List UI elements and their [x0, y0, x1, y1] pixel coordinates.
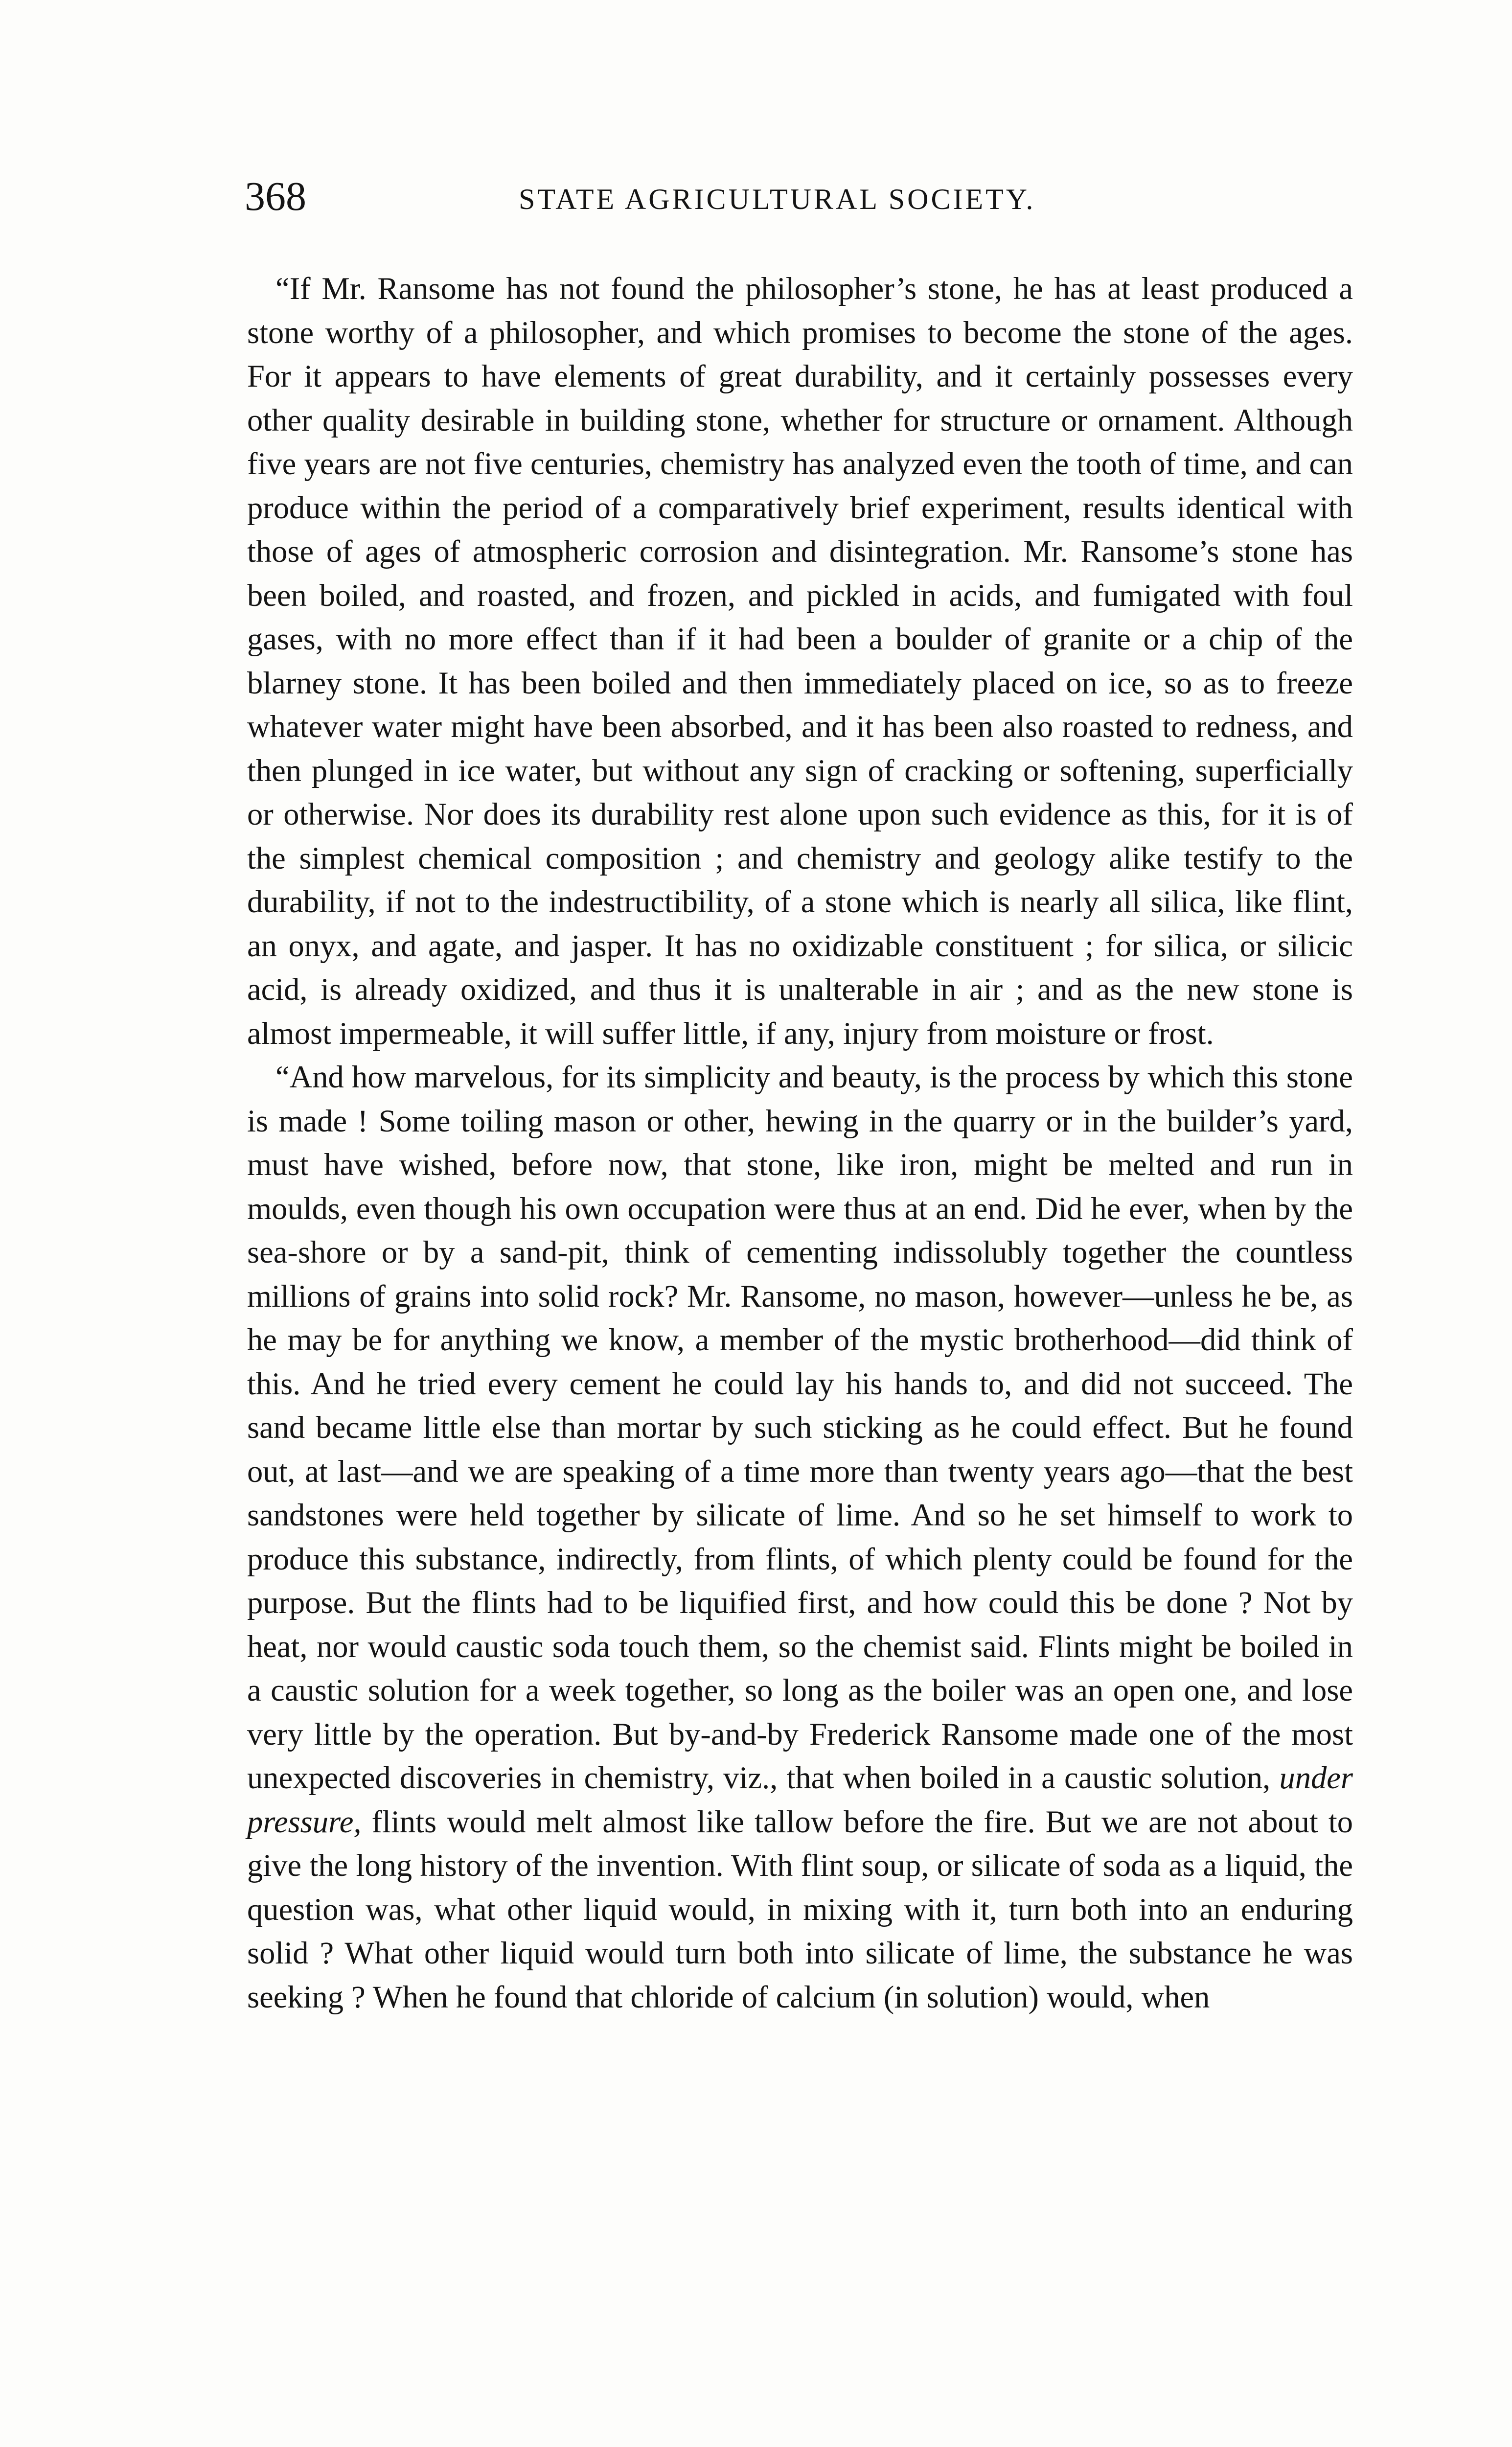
paragraph-2-text-after: flints would melt almost like tallow before the fire. But we are not about to give the long history of the invention. With flint soup, or silicate of soda as a liquid, the question was, what other liquid would, in mixing with it, turn both into an enduring solid ? What other liquid would turn both into silicate of lime, the substance he was seeking ? When he found that chloride of calcium (in solution) would, when [247, 1804, 1353, 2014]
page-number: 368 [245, 174, 306, 219]
body-text [247, 267, 1353, 2019]
paragraph-2 [247, 1055, 1353, 2019]
paragraph-2-text-before: “And how marvelous, for its simplicity and beauty, is the process by which this stone is made ! Some toiling mason or other, hewing in the quarry or in the builder’s yard, must have wished, before now, that stone, like iron, might be melted and run in moulds, even though his own occupation were thus at an end. Did he ever, when by the sea-shore or by a sand-pit, think of cementing indissolubly together the countless millions of grains into solid rock? Mr. Ransome, no mason, however—unless he be, as he may be for anything we know, a member of the mystic brotherhood—did think of this. And he tried every cement he could lay his hands to, and did not succeed. The sand became little else than mortar by such sticking as he could effect. But he found out, at last—and we are speaking of a time more than twenty years ago—that the best sandstones were held together by silicate of lime. And so he set himself to work to produce this substance, indirectly, from flints, of which plenty could be found for the purpose. But the flints had to be liquified first, and how could this be done ? Not by heat, nor would caustic soda touch them, so the chemist said. Flints might be boiled in a caustic solution for a week together, so long as the boiler was an open one, and lose very little by the operation. But by-and-by Frederick Ransome made one of the most unexpected discoveries in chemistry, viz., that when boiled in a caustic solution, [247, 1060, 1353, 1795]
paragraph-1: “If Mr. Ransome has not found the philosopher’s stone, he has at least produced a stone worthy of a philosopher, and which promises to become the stone of the ages. For it appears to have elements of great durability, and it certainly possesses every other quality desirable in building stone, whether for structure or ornament. Although five years are not five centuries, chemistry has analyzed even the tooth of time, and can produce within the period of a comparatively brief experiment, results identical with those of ages of atmospheric corrosion and disintegration. Mr. Ransome’s stone has been boiled, and roasted, and frozen, and pickled in acids, and fumigated with foul gases, with no more effect than if it had been a boulder of granite or a chip of the blarney stone. It has been boiled and then immediately placed on ice, so as to freeze whatever water might have been absorbed, and it has been also roasted to redness, and then plunged in ice water, but without any sign of cracking or softening, superficially or otherwise. Nor does its durability rest alone upon such evidence as this, for it is of the simplest chemical composition ; and chemistry and geology alike testify to the durability, if not to the indestructibility, of a stone which is nearly all silica, like flint, an onyx, and agate, and jasper. It has no oxidizable constituent ; for silica, or silicic acid, is already oxidized, and thus it is unalterable in air ; and as the new stone is almost impermeable, it will suffer little, if any, injury from moisture or frost. [247, 271, 1353, 1051]
paragraph-2-emphasis: under pressure, [247, 1760, 1353, 1839]
running-head: STATE AGRICULTURAL SOCIETY. [519, 183, 1036, 215]
page-header [245, 172, 1355, 226]
